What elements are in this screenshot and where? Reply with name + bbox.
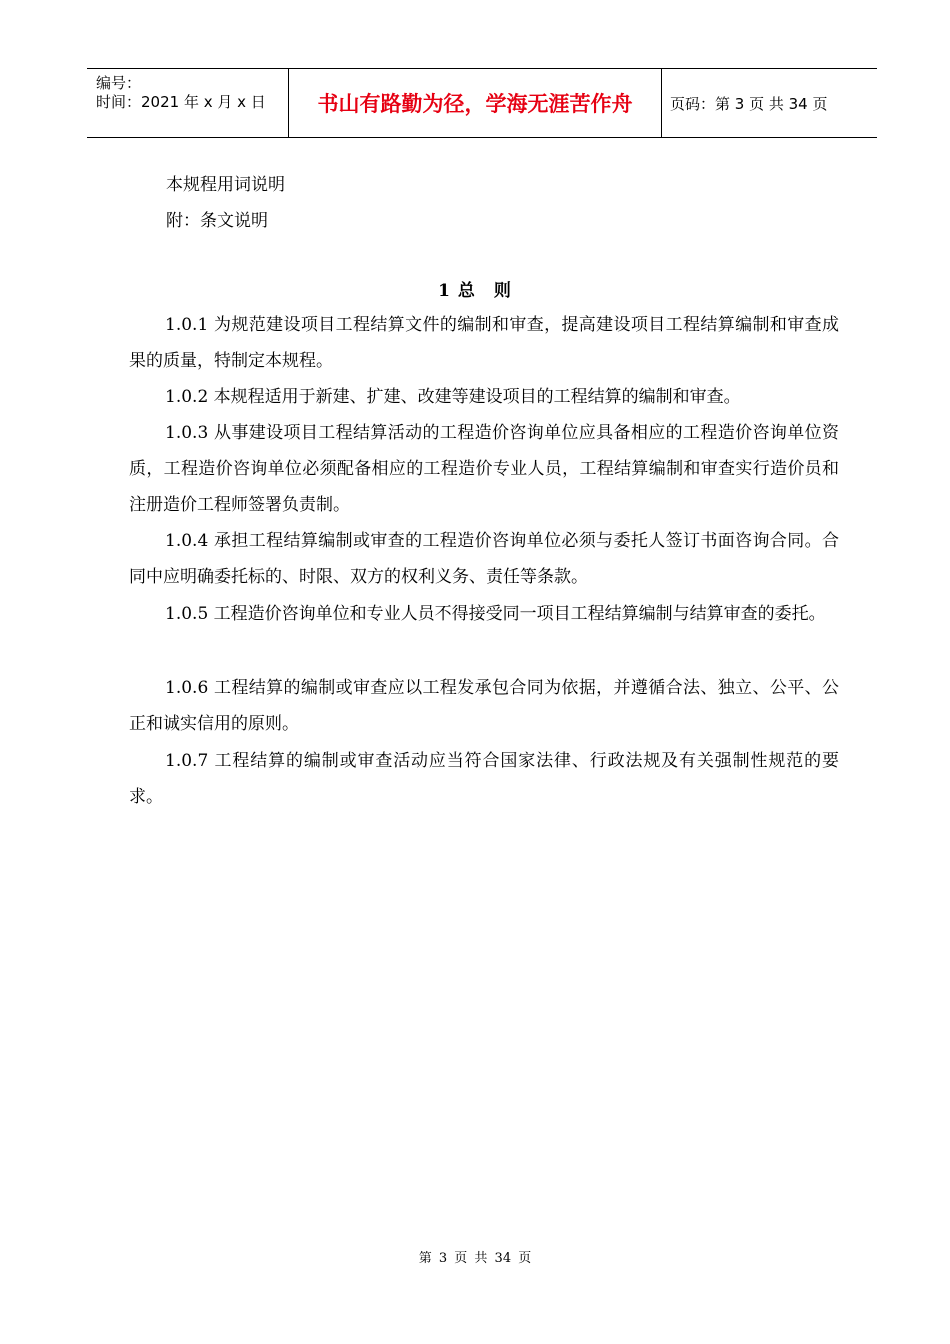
clause-paragraph: 1.0.2 本规程适用于新建、扩建、改建等建设项目的工程结算的编制和审查。	[165, 387, 741, 407]
clause-paragraph: 1.0.4 承担工程结算编制或审查的工程造价咨询单位必须与委托人签订书面咨询合同。合同中应明确委托标的、时限、双方的权利义务、责任等条款。	[129, 531, 839, 587]
clause-paragraph: 1.0.5 工程造价咨询单位和专业人员不得接受同一项目工程结算编制与结算审查的委托。	[165, 604, 826, 624]
header-motto: 书山有路勤为径，学海无涯苦作舟	[288, 69, 662, 137]
clause-paragraph: 1.0.7 工程结算的编制或审查活动应当符合国家法律、行政法规及有关强制性规范的要求。	[129, 751, 839, 807]
document-number-label: 编号：	[96, 74, 142, 92]
toc-item: 本规程用词说明	[166, 175, 285, 195]
section-title: 1 总 则	[438, 281, 512, 301]
toc-item: 附：条文说明	[166, 211, 268, 231]
clause-paragraph: 1.0.6 工程结算的编制或审查应以工程发承包合同为依据，并遵循合法、独立、公平、公正和诚实信用的原则。	[129, 678, 839, 734]
clause-paragraph: 1.0.1 为规范建设项目工程结算文件的编制和审查，提高建设项目工程结算编制和审查成果的质量，特制定本规程。	[129, 315, 839, 371]
clause-paragraph: 1.0.3 从事建设项目工程结算活动的工程造价咨询单位应具备相应的工程造价咨询单位资质，工程造价咨询单位必须配备相应的工程造价专业人员，工程结算编制和审查实行造价员和注册造价工程师签署负责制。	[129, 423, 839, 515]
document-time-label: 时间：2021 年 x 月 x 日	[96, 93, 266, 111]
page-header	[87, 68, 877, 138]
page-footer: 第 3 页 共 34 页	[418, 1251, 532, 1266]
header-meta	[87, 69, 288, 137]
header-page-info: 页码：第 3 页 共 34 页	[670, 94, 828, 113]
